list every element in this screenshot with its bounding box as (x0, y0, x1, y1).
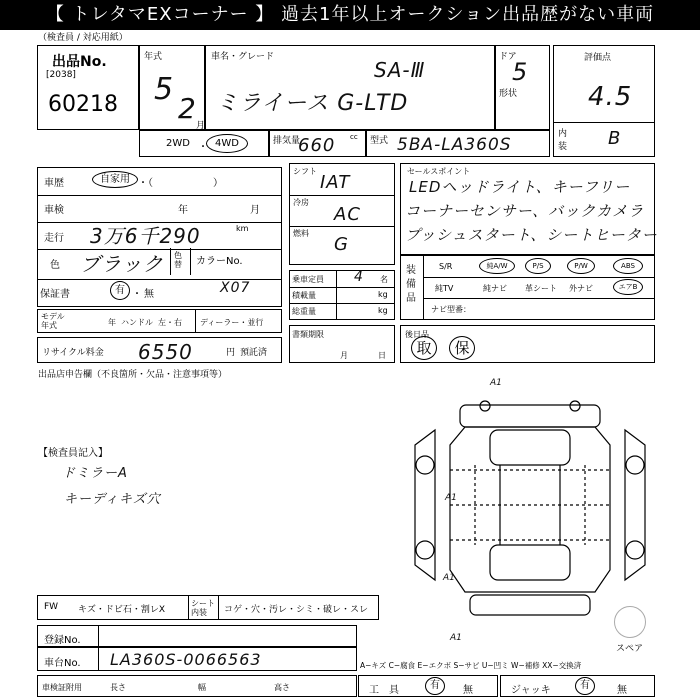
damage-mark-4: A1 (450, 633, 462, 640)
later-items-box (400, 325, 655, 363)
registration-label: 登録No. (44, 635, 81, 646)
warranty-label: 保証書 (40, 289, 70, 300)
model-code-label: 型式 (370, 136, 389, 146)
equip-abs: ABS (613, 258, 643, 274)
history-label: 車歴 (44, 178, 64, 189)
sales-point-line-3: プッシュスタート、シートヒーター (405, 226, 658, 244)
color-change-label: 色替 (174, 251, 182, 269)
model-code-box (366, 130, 550, 157)
capacity-box (289, 270, 395, 320)
weight-unit: kg (378, 306, 388, 315)
sales-points-label: セールスポイント (407, 167, 471, 176)
docs-label: 書類期限 (292, 330, 324, 339)
legend-fw-items: キズ・ドビ石・割レX (78, 605, 165, 615)
color-code-label: カラーNo. (196, 256, 243, 267)
year-box (139, 45, 205, 130)
mileage-value: 3万6千290 (90, 224, 201, 248)
warranty-note: X07 (220, 280, 251, 296)
model-info-dealer: ディーラー・並行 (200, 318, 264, 327)
tools-none: 無 (463, 685, 473, 696)
page-banner: 【 トレタマEXコーナー 】 過去1年以上オークション出品歴がない車両 (0, 0, 700, 30)
chassis-value: LA360S-0066563 (110, 650, 262, 669)
door-value: 5 (512, 58, 529, 86)
model-info-label: モデル年式 (41, 312, 65, 330)
fuel-label: 燃料 (293, 229, 309, 238)
later-items-label: 後日品 (405, 330, 429, 339)
date-row-width: 幅 (198, 683, 206, 692)
inspector-line-1: ドミラーA (62, 466, 128, 481)
legend-fw-box (37, 595, 379, 620)
jack-none: 無 (617, 685, 627, 696)
engine-unit: cc (350, 133, 358, 141)
car-model: ミライース G-LTD (216, 91, 409, 116)
chassis-label: 車台No. (44, 658, 81, 669)
year-label: 年式 (144, 52, 163, 62)
tools-label: 工 具 (369, 685, 399, 696)
capacity-value: 4 (354, 269, 364, 285)
date-row-box (37, 675, 357, 697)
aircon-label: 冷房 (293, 198, 309, 207)
load-unit: kg (378, 290, 388, 299)
date-row-length: 長さ (110, 683, 126, 692)
jack-has: 有 (575, 677, 595, 695)
sales-points-box (400, 163, 658, 255)
capacity-label: 乗車定員 (292, 275, 324, 284)
header-note: （検査員 / 対応用紙） (38, 33, 128, 43)
shift-value: IAT (320, 172, 351, 193)
color-value: ブラック (80, 252, 164, 276)
date-row-label: 車検証附用 (42, 683, 82, 692)
inspector-line-2: キーディキズ穴 (64, 492, 161, 507)
spare-tire-icon (614, 606, 646, 638)
capacity-unit: 名 (380, 275, 388, 284)
docs-month: 月 (340, 351, 348, 360)
warranty-sep: ・ (132, 289, 142, 300)
equip-pw: P/W (567, 258, 595, 274)
damage-mark-3: A1 (443, 573, 455, 583)
warranty-has: 有 (110, 281, 130, 300)
legend-fw-label: FW (44, 602, 59, 612)
recycle-box (37, 337, 282, 363)
later-item-1: 取 (411, 336, 437, 360)
engine-value: 660 (298, 135, 336, 156)
aircon-value: AC (334, 204, 361, 225)
equipment-label: 装備品 (406, 265, 416, 304)
model-info-year: 年 (108, 318, 116, 327)
warranty-none: 無 (144, 289, 154, 300)
exhibitor-note-label: 出品店申告欄（不良箇所・欠品・注意事項等） (38, 370, 228, 380)
equip-leather: 革シート (525, 284, 557, 293)
drive-box: 2WD ・ 4WD (139, 130, 269, 157)
equip-tv: 純TV (435, 284, 454, 293)
car-type-code: SA-Ⅲ (374, 58, 426, 82)
car-damage-diagram (405, 370, 655, 640)
registration-box (37, 625, 357, 647)
equip-aw: 純A/W (479, 258, 515, 274)
year-month: 2 (178, 92, 197, 125)
weight-label: 総重量 (292, 307, 316, 316)
door-label: ドア (499, 52, 517, 62)
model-code-value: 5BA-LA360S (397, 135, 512, 155)
drive-2wd: 2WD (166, 138, 190, 149)
model-info-box (37, 309, 282, 333)
interior-value: B (608, 128, 622, 149)
recycle-deposit: 預託済 (240, 348, 268, 358)
model-info-handle-label: ハンドル (121, 318, 153, 327)
jack-label: ジャッキ (511, 685, 551, 696)
docs-box (289, 325, 395, 363)
car-box (205, 45, 495, 130)
recycle-unit: 円 (226, 348, 236, 358)
chassis-box (37, 647, 357, 671)
score-label: 評価点 (584, 53, 612, 63)
damage-code-legend: A−キズ C−腐食 E−エクボ S−サビ U−凹ミ W−補修 XX−交換済 (360, 661, 582, 670)
drive-4wd: 4WD (206, 134, 248, 153)
score-value: 4.5 (588, 82, 633, 112)
fuel-value: G (334, 234, 349, 255)
score-box (553, 45, 655, 157)
later-item-2: 保 (449, 336, 475, 360)
lot-code: [2038] (46, 70, 76, 80)
recycle-value: 6550 (138, 340, 193, 364)
date-row-height: 高さ (274, 683, 290, 692)
year-value: 5 (154, 72, 175, 107)
lot-number: 60218 (48, 92, 118, 117)
car-label: 車名・グレード (211, 52, 275, 62)
inspection-month: 月 (250, 205, 260, 216)
equip-ps: P/S (525, 258, 551, 274)
model-info-handle: 左・右 (158, 318, 182, 327)
docs-day: 日 (378, 351, 386, 360)
equip-ext-navi: 外ナビ (569, 284, 593, 293)
jack-box (500, 675, 655, 697)
equip-navi-model: ナビ型番： (431, 305, 471, 314)
door-box (495, 45, 550, 130)
inspector-label: 【検査員記入】 (38, 448, 108, 459)
sales-point-line-1: LEDヘッドライト、キーフリー (409, 178, 631, 196)
engine-box (269, 130, 366, 157)
recycle-label: リサイクル料金 (42, 348, 104, 358)
sales-point-line-2: コーナーセンサー、バックカメラ (405, 202, 645, 220)
color-label: 色 (50, 260, 60, 271)
year-month-unit: 月 (196, 121, 206, 131)
history-paren: ・（ ） (138, 178, 223, 189)
tools-box (358, 675, 498, 697)
shift-label: シフト (293, 167, 317, 176)
equip-navi: 純ナビ (483, 284, 507, 293)
damage-mark-2: A1 (445, 493, 457, 503)
equipment-box (400, 255, 655, 320)
inspection-label: 車検 (44, 205, 64, 216)
lot-box (37, 45, 139, 130)
equip-airbag: エアB (613, 279, 643, 295)
lot-label: 出品No. (52, 54, 107, 70)
door-shape-label: 形状 (499, 89, 518, 99)
legend-seat-label: シート内装 (191, 599, 215, 617)
spare-label: スペア (616, 644, 644, 654)
mileage-label: 走行 (44, 233, 64, 244)
load-label: 積載量 (292, 291, 316, 300)
inspection-year: 年 (178, 205, 188, 216)
engine-label: 排気量 (273, 136, 301, 146)
legend-seat-items: コゲ・穴・汚レ・シミ・破レ・スレ (224, 605, 369, 615)
tools-has: 有 (425, 677, 445, 695)
equip-sr: S/R (439, 262, 453, 271)
mileage-unit-km: km (236, 224, 249, 233)
damage-mark-1: A1 (490, 378, 502, 388)
history-value: 自家用 (92, 171, 138, 188)
interior-label: 内装 (558, 129, 568, 152)
